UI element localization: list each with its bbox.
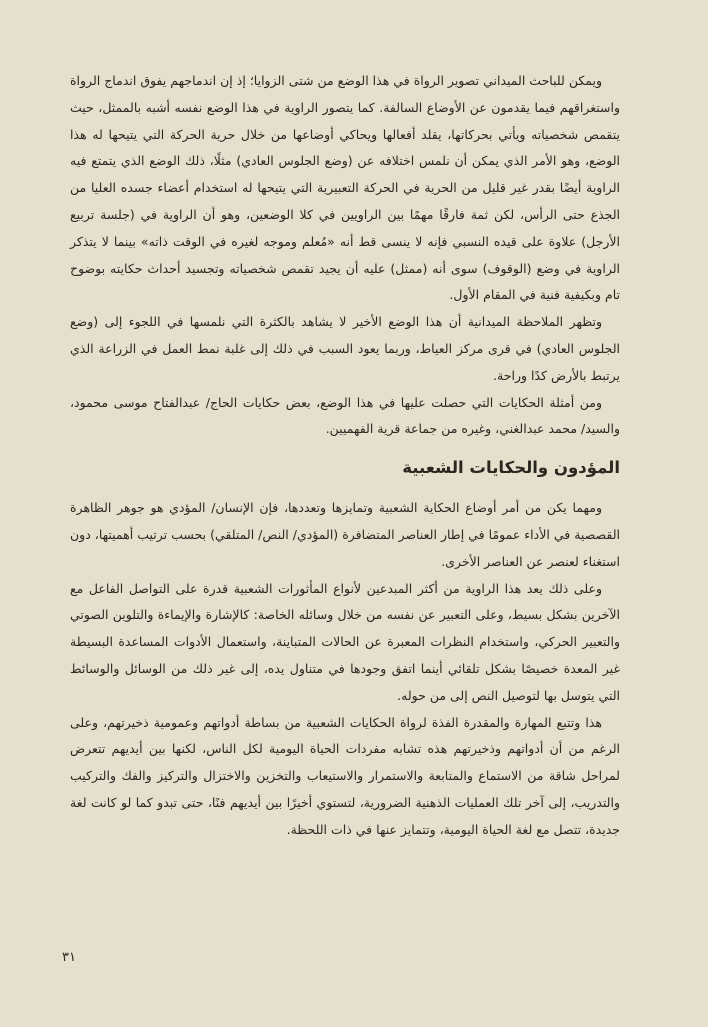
paragraph: ويمكن للباحث الميداني تصوير الرواة في هذا الوضع من شتى الزوايا؛ إذ إن اندماجهم يفوق اندماج الرواة واستغراقهم فيما يقدمون عن الأوضاع السالفة. كما يتصور الراوية في هذا الوضع نفسه أشبه بالممثل، حيث يتقمص شخصياته ويأتي بحركاتها، يقلد أفعالها ويحاكي أوضاعها من خلال حرية الحركة التي يتيحها له هذا الوضع، وهو الأمر الذي يمكن أن نلمس اختلافه عن (وضع الجلوس العادي) مثلًا، ذلك الوضع الذي يتمتع فيه الراوية أيضًا بقدر غير قليل من الحرية في الحركة التعبيرية التي يتيحها له استخدام أعضاء جسده العليا من الجذع حتى الرأس، لكن ثمة فارقًا مهمًا بين الراويين في كلا الوضعين، وهو أن الراوية في (جلسة تربيع الأرجل) علاوة على قيده النسبي فإنه لا ينسى قط أنه «مُعلم وموجه لغيره في الوقت ذاته» بينما لا يتذكر الراوية في وضع (الوقوف) سوى أنه (ممثل) عليه أن يجيد تقمص شخصياته وتجسيد أحداث حكايته بوضوح تام وبكيفية فنية في المقام الأول.: [70, 73, 620, 303]
paragraph: ومن أمثلة الحكايات التي حصلت عليها في هذا الوضع، بعض حكايات الحاج/ عبدالفتاح موسى محمود، والسيد/ محمد عبدالغني، وغيره من جماعة قرية الفهميين.: [70, 394, 620, 437]
page-number: ٣١: [62, 950, 76, 965]
paragraph: وعلى ذلك يعد هذا الراوية من أكثر المبدعين لأنواع المأثورات الشعبية قدرة على التواصل الفاعل مع الآخرين بشكل بسيط، وعلى التعبير عن نفسه من خلال وسائله الخاصة: كالإشارة والإيماءة والتلوين الصوتي والتعبير الحركي، واستخدام النظرات المعبرة عن الحالات المتباينة، واستعمال الأدوات المساعدة البسيطة غير المعدة خصيصًا بشكل تلقائي أينما اتفق وجودها في متناول يده، إلى غير ذلك من الوسائل والوسائط التي يتوسل بها لتوصيل النص إلى من حوله.: [70, 580, 620, 703]
paragraph: ومهما يكن من أمر أوضاع الحكاية الشعبية وتمايزها وتعددها، فإن الإنسان/ المؤدي هو جوهر الظاهرة القصصية في الأداء عمومًا في إطار العناصر المتضافرة (المؤدي/ النص/ المتلقي) بحسب ترتيب أهميتها، دون استغناء لعنصر عن العناصر الأخرى.: [70, 500, 620, 569]
paragraph: وتظهر الملاحظة الميدانية أن هذا الوضع الأخير لا يشاهد بالكثرة التي نلمسها في اللجوء إلى (وضع الجلوس العادي) في قرى مركز العياط، وربما يعود السبب في ذلك إلى غلبة نمط العمل في الزراعة الذي يرتبط بالأرض كدًا وراحة.: [70, 314, 620, 383]
section-heading: المؤدون والحكايات الشعبية: [402, 458, 620, 478]
paragraph: هذا وتتبع المهارة والمقدرة الفذة لرواة الحكايات الشعبية من بساطة أدواتهم وعمومية ذخيرتهم، وعلى الرغم من أن أدواتهم وذخيرتهم هذه تشابه مفردات الحياة اليومية لكل الناس، لكنها بين أيديهم تتعرض لمراحل شاقة من الاستماع والمتابعة والاستمرار والاستيعاب والتخزين والاختزال والتركيز والفك والتركيب والتدريب، إلى آخر تلك العمليات الذهنية الضرورية، لتستوي أخيرًا بين أيديهم فنًا، حتى تبدو كما لو كانت لغة جديدة، تتصل مع لغة الحياة اليومية، وتتمايز عنها في ذات اللحظة.: [70, 714, 620, 837]
body-text: [70, 68, 620, 844]
